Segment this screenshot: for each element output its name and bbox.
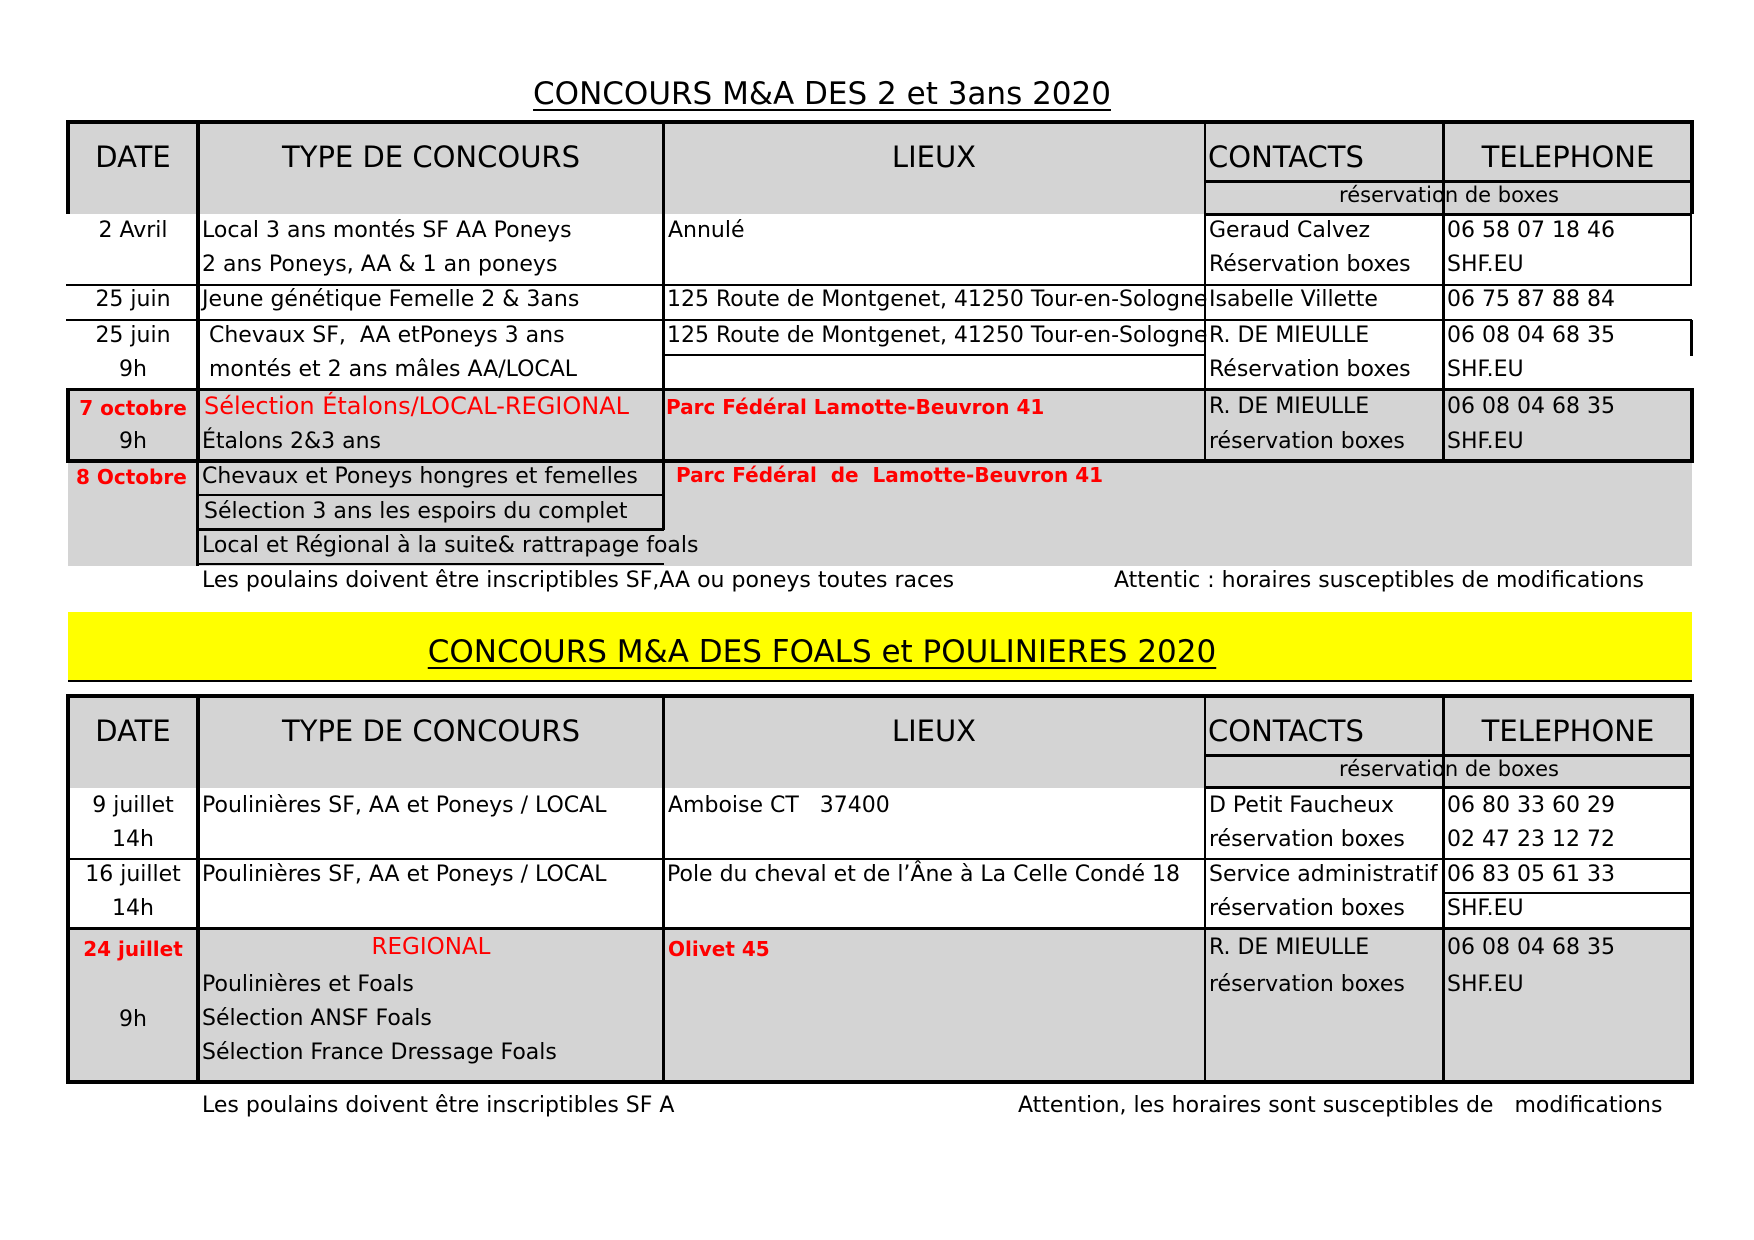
s2-r1-tel-1: 06 80 33 60 29	[1447, 793, 1615, 818]
s2-r3-contact-2: réservation boxes	[1209, 972, 1405, 997]
s2-r2-date-2: 14h	[112, 896, 154, 921]
s2-r1-contact-2: réservation boxes	[1209, 827, 1405, 852]
s2-r2-type: Poulinières SF, AA et Poneys / LOCAL	[202, 862, 607, 887]
s2-header-reservation: réservation de boxes	[1339, 757, 1559, 781]
s2-r1-tel-2: 02 47 23 12 72	[1447, 827, 1615, 852]
s2-r3-type-1: REGIONAL	[371, 934, 491, 960]
s1-r3-tel-1: 06 08 04 68 35	[1447, 323, 1615, 348]
s1-r4-tel-2: SHF.EU	[1447, 429, 1524, 454]
s2-r2-contact-1: Service administratif	[1209, 862, 1438, 887]
s1-r4-contact-1: R. DE MIEULLE	[1209, 394, 1370, 419]
s2-r1-contact-1: D Petit Faucheux	[1209, 793, 1394, 818]
s2-r1-date-1: 9 juillet	[92, 793, 174, 818]
s1-header-type: TYPE DE CONCOURS	[282, 140, 580, 174]
s1-r3-contact-1: R. DE MIEULLE	[1209, 323, 1370, 348]
s2-r2-tel-2: SHF.EU	[1447, 896, 1524, 921]
s1-r1-date: 2 Avril	[98, 218, 168, 243]
s1-note-left: Les poulains doivent être inscriptibles SF,AA ou poneys toutes races	[202, 568, 955, 593]
s1-r5-type-3: Local et Régional à la suite& rattrapage foals	[202, 533, 699, 558]
s1-r2-type: Jeune génétique Femelle 2 & 3ans	[202, 287, 580, 312]
s2-r2-contact-2: réservation boxes	[1209, 896, 1405, 921]
s2-r1-lieux: Amboise CT 37400	[668, 793, 890, 818]
s1-r3-date-2: 9h	[119, 357, 147, 382]
s2-header-telephone: TELEPHONE	[1481, 714, 1655, 748]
s1-note-right: Attentic : horaires susceptibles de modifications	[1114, 568, 1644, 593]
s2-note-left: Les poulains doivent être inscriptibles SF A	[202, 1093, 675, 1118]
s2-note-right: Attention, les horaires sont susceptibles de modifications	[1018, 1093, 1663, 1118]
s2-r3-type-3: Sélection ANSF Foals	[202, 1006, 432, 1031]
s2-r3-date-1: 24 juillet	[83, 937, 183, 961]
s2-r3-lieux: Olivet 45	[668, 937, 770, 961]
s2-header-lieux: LIEUX	[891, 714, 977, 748]
s2-header-date: DATE	[95, 714, 171, 748]
section2-title: CONCOURS M&A DES FOALS et POULINIERES 2020	[427, 634, 1217, 670]
s1-r1-type-1: Local 3 ans montés SF AA Poneys	[202, 218, 572, 243]
s1-r5-date: 8 Octobre	[76, 465, 187, 489]
s1-header-contacts: CONTACTS	[1208, 140, 1364, 174]
s1-header-reservation: réservation de boxes	[1339, 183, 1559, 207]
s1-r4-date-1: 7 octobre	[79, 396, 187, 420]
s1-header-date: DATE	[95, 140, 171, 174]
s1-r1-contact-2: Réservation boxes	[1209, 252, 1411, 277]
s1-r5-type-2: Sélection 3 ans les espoirs du complet	[204, 499, 628, 524]
s1-header-lieux: LIEUX	[891, 140, 977, 174]
s1-r4-date-2: 9h	[119, 429, 147, 454]
s1-r3-type-2: montés et 2 ans mâles AA/LOCAL	[202, 357, 578, 382]
s1-r5-lieux: Parc Fédéral de Lamotte-Beuvron 41	[676, 463, 1104, 487]
s2-r3-contact-1: R. DE MIEULLE	[1209, 935, 1370, 960]
s2-r3-type-2: Poulinières et Foals	[202, 972, 414, 997]
s1-r4-tel-1: 06 08 04 68 35	[1447, 394, 1615, 419]
section1-title: CONCOURS M&A DES 2 et 3ans 2020	[533, 76, 1111, 112]
s1-r3-date-1: 25 juin	[95, 323, 171, 348]
s2-r3-tel-2: SHF.EU	[1447, 972, 1524, 997]
s1-r2-tel: 06 75 87 88 84	[1447, 287, 1615, 312]
s2-header-contacts: CONTACTS	[1208, 714, 1364, 748]
s1-r1-tel-1: 06 58 07 18 46	[1447, 218, 1615, 243]
s1-r3-contact-2: Réservation boxes	[1209, 357, 1411, 382]
s1-r2-date: 25 juin	[95, 287, 171, 312]
s2-r3-date-2: 9h	[119, 1007, 147, 1032]
s1-r4-contact-2: réservation boxes	[1209, 429, 1405, 454]
s1-header-telephone: TELEPHONE	[1481, 140, 1655, 174]
s1-r3-lieux: 125 Route de Montgenet, 41250 Tour-en-Sologne	[667, 323, 1208, 348]
s1-r4-type-2: Étalons 2&3 ans	[202, 429, 382, 454]
s1-r3-type-1: Chevaux SF, AA etPoneys 3 ans	[202, 323, 565, 348]
s1-r1-contact-1: Geraud Calvez	[1209, 218, 1371, 243]
s1-r2-contact: Isabelle Villette	[1209, 287, 1378, 312]
s2-r2-lieux: Pole du cheval et de l’Âne à La Celle Condé 18	[667, 862, 1181, 887]
s2-r2-tel-1: 06 83 05 61 33	[1447, 862, 1615, 887]
s2-r2-date-1: 16 juillet	[85, 862, 181, 887]
s2-header-type: TYPE DE CONCOURS	[282, 714, 580, 748]
s1-r2-lieux: 125 Route de Montgenet, 41250 Tour-en-Sologne	[667, 287, 1208, 312]
s2-r1-type: Poulinières SF, AA et Poneys / LOCAL	[202, 793, 607, 818]
s1-r5-type-1: Chevaux et Poneys hongres et femelles	[202, 464, 638, 489]
s1-r1-lieux: Annulé	[668, 218, 745, 243]
s1-r1-tel-2: SHF.EU	[1447, 252, 1524, 277]
s2-r3-tel-1: 06 08 04 68 35	[1447, 935, 1615, 960]
s1-r3-tel-2: SHF.EU	[1447, 357, 1524, 382]
s1-r4-lieux: Parc Fédéral Lamotte-Beuvron 41	[666, 395, 1045, 419]
s1-r4-type-1: Sélection Étalons/LOCAL-REGIONAL	[204, 392, 630, 420]
s2-r3-type-4: Sélection France Dressage Foals	[202, 1040, 557, 1065]
s1-r1-type-2: 2 ans Poneys, AA & 1 an poneys	[202, 252, 558, 277]
s2-r1-date-2: 14h	[112, 827, 154, 852]
